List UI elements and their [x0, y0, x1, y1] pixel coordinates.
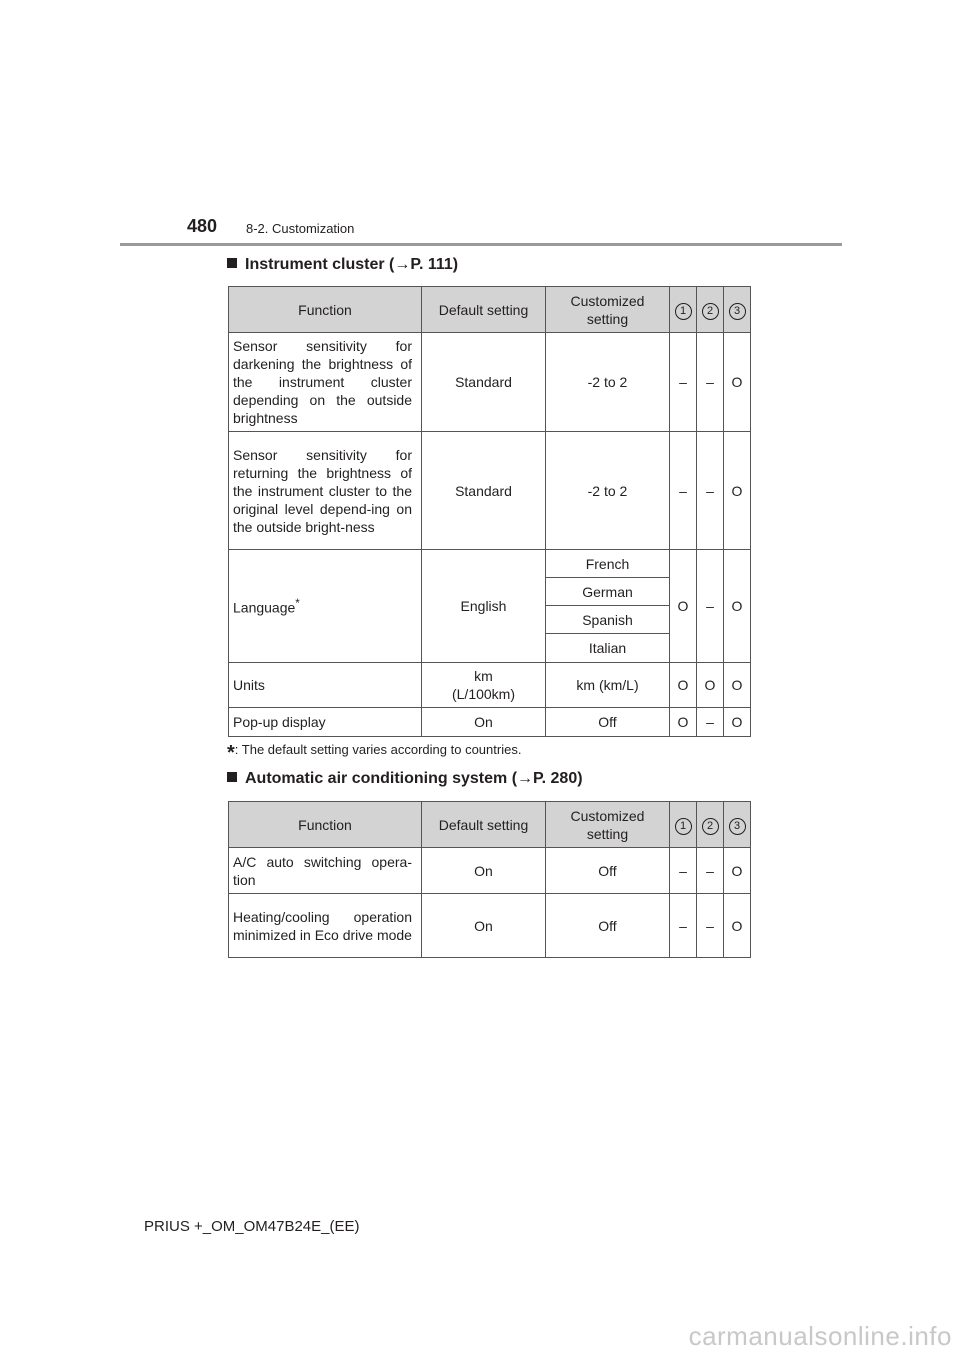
instrument-cluster-table [228, 286, 751, 737]
table-row [229, 432, 751, 550]
arrow-icon: → [517, 770, 534, 787]
method-2-cell: – [697, 432, 724, 550]
header-divider [120, 243, 842, 246]
method-2-cell: – [697, 333, 724, 432]
method-1-cell: O [670, 663, 697, 708]
default-cell: On [422, 708, 546, 737]
customized-option-cell: Italian [546, 634, 670, 663]
method-3-column-header [724, 802, 751, 848]
method-3-cell: O [724, 663, 751, 708]
function-cell: Sensor sensitivity for darkening the brightness of the instrument cluster depending on the outside brightness [229, 333, 422, 432]
customized-cell: km (km/L) [546, 663, 670, 708]
default-cell: On [422, 894, 546, 958]
method-2-cell: O [697, 663, 724, 708]
default-cell [422, 663, 546, 708]
square-bullet-icon [227, 772, 237, 782]
customized-option-cell: Spanish [546, 606, 670, 634]
default-setting-column-header: Default setting [422, 287, 546, 333]
arrow-icon: → [394, 256, 411, 273]
customized-setting-column-header: Customized setting [546, 802, 670, 848]
circled-3-icon: 3 [729, 303, 746, 320]
function-cell: Sensor sensitivity for returning the brightness of the instrument cluster to the original level depend-ing on the outside bright-ness [229, 432, 422, 550]
document-code: PRIUS +_OM_OM47B24E_(EE) [144, 1218, 360, 1235]
method-2-column-header [697, 802, 724, 848]
circled-1-icon: 1 [675, 818, 692, 835]
method-3-cell: O [724, 894, 751, 958]
method-3-cell: O [724, 550, 751, 663]
table-row [229, 894, 751, 958]
customized-cell: Off [546, 894, 670, 958]
method-1-column-header [670, 287, 697, 333]
air-conditioning-table [228, 801, 751, 958]
customized-cell: Off [546, 708, 670, 737]
page-reference-link[interactable]: P. 111) [410, 256, 459, 273]
table-row [229, 848, 751, 894]
method-2-cell: – [697, 550, 724, 663]
function-cell: A/C auto switching opera-tion [229, 848, 422, 894]
function-column-header: Function [229, 287, 422, 333]
default-cell: Standard [422, 333, 546, 432]
table-header-row [229, 287, 751, 333]
method-1-cell: O [670, 708, 697, 737]
method-3-cell: O [724, 333, 751, 432]
circled-3-icon: 3 [729, 818, 746, 835]
method-1-cell: – [670, 333, 697, 432]
customized-option-cell: German [546, 578, 670, 606]
footnote-mark: * [295, 597, 300, 611]
function-column-header: Function [229, 802, 422, 848]
square-bullet-icon [227, 258, 237, 268]
default-value: km (L/100km) [451, 668, 516, 702]
method-2-column-header [697, 287, 724, 333]
method-1-cell: – [670, 432, 697, 550]
function-cell: Units [229, 663, 422, 708]
instrument-cluster-heading [227, 256, 458, 274]
method-1-cell: O [670, 550, 697, 663]
customized-cell: -2 to 2 [546, 333, 670, 432]
footnote-star: * [227, 742, 235, 764]
default-cell: Standard [422, 432, 546, 550]
default-cell: On [422, 848, 546, 894]
circled-2-icon: 2 [702, 818, 719, 835]
footnote-text: : The default setting varies according to countries. [234, 742, 522, 757]
method-3-cell: O [724, 708, 751, 737]
method-2-cell: – [697, 848, 724, 894]
function-cell: Heating/cooling operation minimized in Eco drive mode [229, 894, 422, 958]
circled-1-icon: 1 [675, 303, 692, 320]
method-2-cell: – [697, 894, 724, 958]
function-cell: Pop-up display [229, 708, 422, 737]
default-cell: English [422, 550, 546, 663]
function-cell [229, 550, 422, 663]
page-number: 480 [187, 216, 218, 236]
method-3-cell: O [724, 848, 751, 894]
method-3-column-header [724, 287, 751, 333]
footnote [227, 742, 521, 765]
method-2-cell: – [697, 708, 724, 737]
table-header-row [229, 802, 751, 848]
table-row [229, 708, 751, 737]
method-1-cell: – [670, 894, 697, 958]
customized-setting-column-header: Customized setting [546, 287, 670, 333]
air-conditioning-heading [227, 770, 583, 788]
customized-option-cell: French [546, 550, 670, 578]
method-1-cell: – [670, 848, 697, 894]
section-title: 8-2. Customization [246, 221, 355, 236]
table-row [229, 663, 751, 708]
default-setting-column-header: Default setting [422, 802, 546, 848]
table-row [229, 333, 751, 432]
customized-cell: -2 to 2 [546, 432, 670, 550]
circled-2-icon: 2 [702, 303, 719, 320]
heading-text: Instrument cluster ( [245, 256, 395, 273]
watermark: carmanualsonline.info [688, 1321, 952, 1351]
language-label: Language [233, 599, 296, 616]
method-3-cell: O [724, 432, 751, 550]
method-1-column-header [670, 802, 697, 848]
table-row [229, 550, 751, 578]
customized-cell: Off [546, 848, 670, 894]
page-reference-link[interactable]: P. 280) [533, 770, 583, 787]
heading-text: Automatic air conditioning system ( [245, 770, 518, 787]
